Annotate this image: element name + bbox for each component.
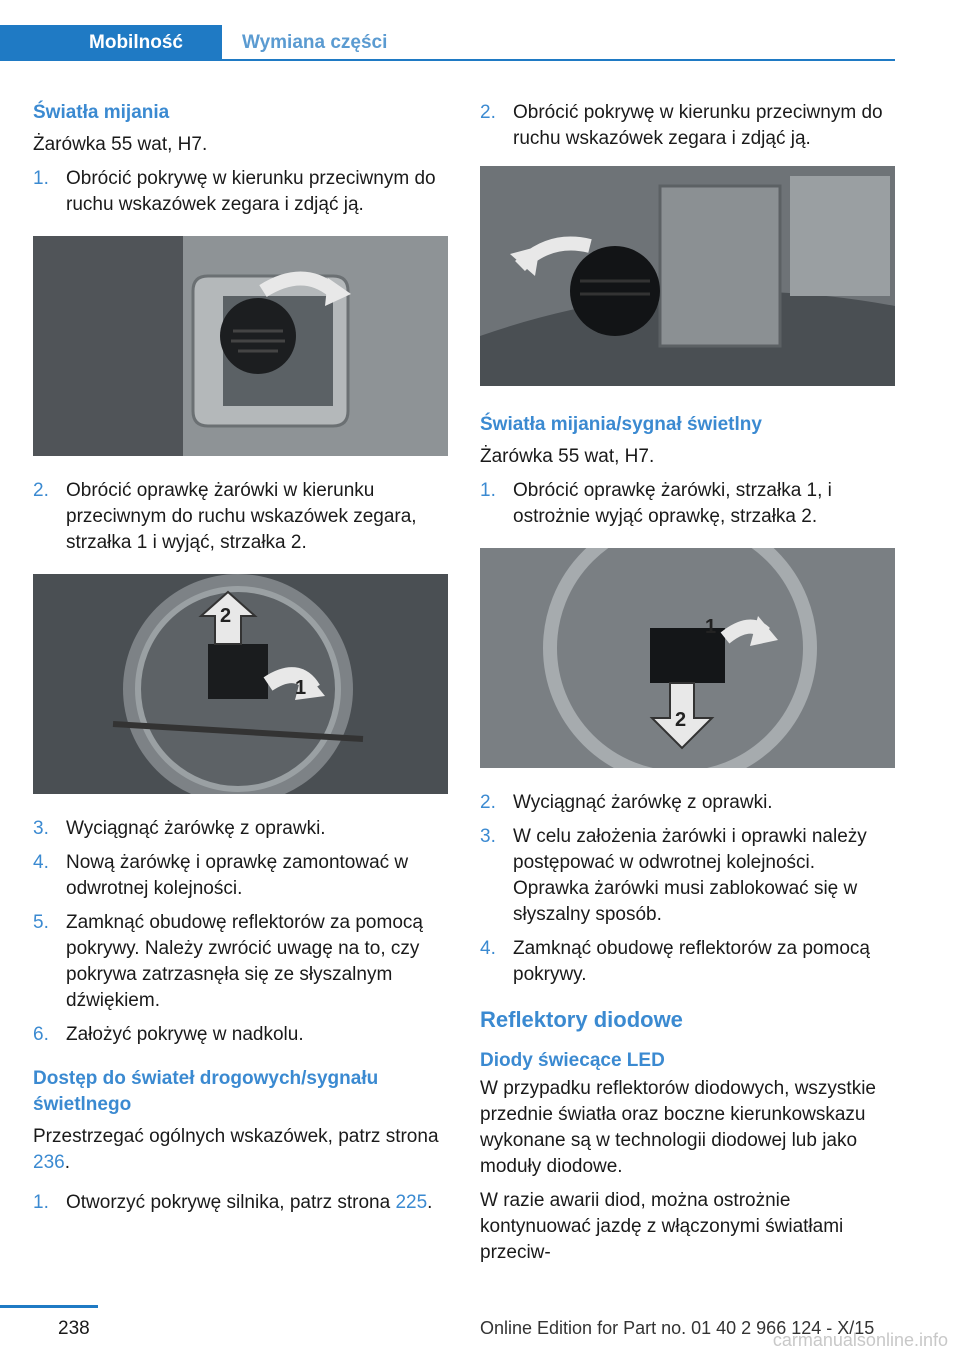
watermark: carmanualsonline.info [772, 1330, 948, 1350]
step-item [33, 1190, 448, 1216]
step-text-end: . [427, 1192, 433, 1213]
arrow-label-2: 2 [675, 709, 687, 731]
heading-led-headlights: Reflektory diodowe [480, 1007, 683, 1032]
page-number: 238 [58, 1318, 90, 1339]
step-text: Wyciągnąć żarówkę z oprawki. [513, 792, 773, 813]
step-text: Założyć pokrywę w nadkolu. [66, 1024, 304, 1045]
step-text-body: Otworzyć pokrywę silnika, patrz strona [66, 1192, 391, 1213]
edition-info: Online Edition for Part no. 01 40 2 966 124 - X/15 [480, 1318, 875, 1338]
figure-holder-removal [480, 548, 895, 768]
step-number: 5. [33, 912, 49, 933]
step-item [33, 478, 448, 556]
step-text: Nową żarówkę i oprawkę zamontować w odwrotnej kolejności. [66, 852, 409, 899]
step-text: Zamknąć obudowę reflektorów za pomocą pokrywy. [513, 938, 870, 985]
step-item [480, 790, 895, 816]
page-link-236[interactable]: 236 [33, 1152, 65, 1173]
step-number: 4. [33, 852, 49, 873]
step-text: W celu założenia żarówki i oprawki należy postępować w odwrotnej kolejności. Oprawka żarówki musi zablokować się w słyszalny sposób. [513, 826, 867, 925]
bulb-spec: Żarówka 55 wat, H7. [480, 446, 655, 467]
step-number: 2. [33, 480, 49, 501]
step-number: 1. [33, 168, 49, 189]
heading-low-beam: Światła mijania [33, 102, 170, 123]
step-number: 4. [480, 938, 496, 959]
left-column [33, 100, 448, 1224]
step-number: 2. [480, 792, 496, 813]
page-link-225[interactable]: 225 [395, 1192, 428, 1213]
step-text: Obrócić oprawkę żarówki, strzałka 1, i ostrożnie wyjąć oprawkę, strzałka 2. [513, 480, 832, 527]
reference-text: Przestrzegać ogólnych wskazówek, patrz strona [33, 1126, 439, 1147]
bulb-spec: Żarówka 55 wat, H7. [33, 134, 208, 155]
reference-paragraph [33, 1124, 448, 1176]
reference-end: . [64, 1152, 70, 1173]
figure-bulb-holder [33, 574, 448, 794]
figure-cover-removal [33, 236, 448, 456]
chapter-tab: Wymiana części [242, 32, 388, 53]
led-paragraph-1: W przypadku reflektorów diodowych, wszystkie przednie światła oraz boczne kierunkowskazu wykonane są w technologii diodowej lub jako moduły diodowe. [480, 1078, 876, 1177]
figure-round-cover [480, 166, 895, 386]
step-number: 3. [33, 818, 49, 839]
arrow-label-1: 1 [295, 677, 307, 699]
arrow-label-2: 2 [220, 605, 232, 627]
step-text: Wyciągnąć żarówkę z oprawki. [66, 818, 326, 839]
step-number: 3. [480, 826, 496, 847]
step-item [33, 1022, 448, 1048]
footer-rule [0, 1305, 98, 1308]
section-tab: Mobilność [0, 25, 222, 61]
step-text: Obrócić pokrywę w kierunku przeciwnym do ruchu wskazówek zegara i zdjąć ją. [66, 168, 436, 215]
step-text: Obrócić oprawkę żarówki w kierunku przeciwnym do ruchu wskazówek zegara, strzałka 1 i wyjąć, strzałka 2. [66, 480, 417, 553]
page-header [0, 25, 895, 61]
step-item [480, 936, 895, 988]
step-number: 6. [33, 1024, 49, 1045]
step-text: Zamknąć obudowę reflektorów za pomocą pokrywy. Należy zwrócić uwagę na to, czy pokrywa zatrzasnęła się ze słyszalnym dźwiękiem. [66, 912, 423, 1011]
step-item [480, 478, 895, 530]
step-item [33, 166, 448, 218]
step-item [33, 850, 448, 902]
step-text: Obrócić pokrywę w kierunku przeciwnym do ruchu wskazówek zegara i zdjąć ją. [513, 102, 883, 149]
step-item [480, 824, 895, 928]
step-item [33, 816, 448, 842]
step-number: 2. [480, 102, 496, 123]
step-item [33, 910, 448, 1014]
right-column [480, 100, 895, 1274]
heading-low-beam-flash: Światła mijania/sygnał świetlny [480, 414, 762, 435]
heading-high-beam-access: Dostęp do świateł drogowych/sygnału świetlnego [33, 1068, 379, 1115]
header-rule [222, 59, 895, 61]
step-text [66, 1190, 448, 1216]
led-paragraph-2: W razie awarii diod, można ostrożnie kontynuować jazdę z włączonymi światłami przeciw- [480, 1190, 844, 1263]
step-number: 1. [480, 480, 496, 501]
arrow-label-1: 1 [705, 616, 717, 638]
step-number: 1. [33, 1192, 49, 1213]
step-item [480, 100, 895, 152]
heading-led-diodes: Diody świecące LED [480, 1050, 665, 1071]
